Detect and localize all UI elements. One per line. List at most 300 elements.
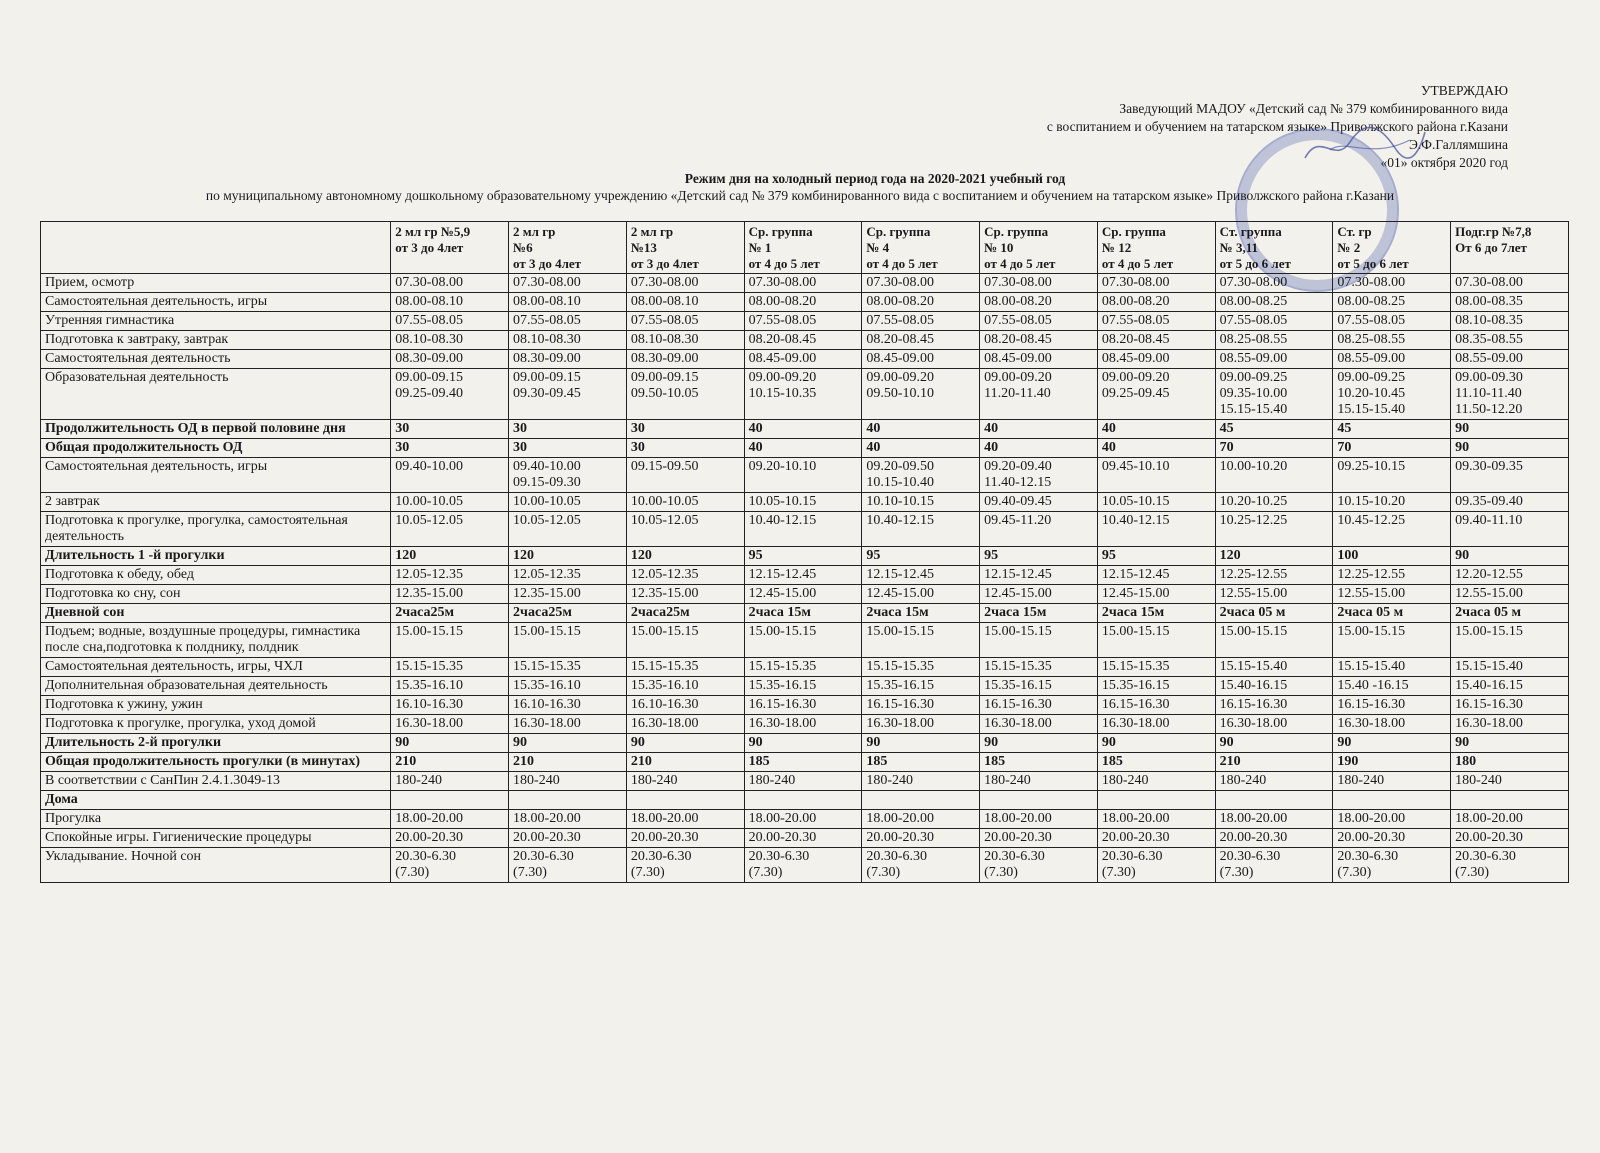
time-cell <box>1451 734 1569 753</box>
group-header-line: № 12 <box>1101 240 1132 255</box>
time-cell <box>744 677 862 696</box>
time-value: 210 <box>630 754 652 769</box>
time-value: 15.35-16.10 <box>630 678 699 693</box>
time-value: 120 <box>513 548 535 563</box>
time-value: 15.00-15.15 <box>1219 624 1288 639</box>
time-cell <box>862 420 980 439</box>
time-cell <box>1097 293 1215 312</box>
time-value: 15.00-15.15 <box>1101 624 1170 639</box>
schedule-body <box>41 274 1569 883</box>
time-cell <box>626 848 744 883</box>
time-value: 15.15-15.35 <box>1101 659 1170 674</box>
time-value: 10.15-10.40 <box>866 475 935 490</box>
time-value: 20.00-20.30 <box>1337 830 1406 845</box>
schedule-row <box>41 623 1569 658</box>
time-cell <box>1097 696 1215 715</box>
group-header-5 <box>862 222 980 274</box>
activity-label: Общая продолжительность ОД <box>41 439 391 458</box>
time-value: 10.40-12.15 <box>866 513 935 528</box>
time-value: 20.30-6.30 <box>630 849 692 864</box>
time-value: 15.35-16.15 <box>748 678 817 693</box>
time-cell <box>1451 753 1569 772</box>
time-value: 08.25-08.55 <box>1219 332 1288 347</box>
time-value: 10.05-12.05 <box>513 513 581 528</box>
time-cell <box>1333 772 1451 791</box>
time-value: 08.20-08.45 <box>748 332 817 347</box>
time-cell <box>1215 604 1333 623</box>
activity-label: Длительность 1 -й прогулки <box>41 547 391 566</box>
time-cell <box>744 623 862 658</box>
time-cell <box>744 331 862 350</box>
time-value: 09.30-09.35 <box>1455 459 1523 474</box>
time-value: 12.15-12.45 <box>748 567 817 582</box>
time-cell <box>1215 312 1333 331</box>
time-value: 40 <box>748 440 763 455</box>
group-header-line: от 4 до 5 лет <box>1101 256 1174 271</box>
time-value: 180-240 <box>1455 773 1502 788</box>
time-cell <box>626 677 744 696</box>
time-value: 20.00-20.30 <box>1455 830 1523 845</box>
activity-label: Подготовка к ужину, ужин <box>41 696 391 715</box>
time-cell <box>744 585 862 604</box>
time-value: 08.10-08.30 <box>395 332 463 347</box>
time-value: 16.15-16.30 <box>1337 697 1406 712</box>
time-value: 10.25-12.25 <box>1219 513 1288 528</box>
time-value: 12.20-12.55 <box>1455 567 1523 582</box>
time-value: 90 <box>1219 735 1234 750</box>
time-value: 07.30-08.00 <box>513 275 581 290</box>
time-value: 120 <box>1219 548 1241 563</box>
time-value: 08.00-08.20 <box>984 294 1052 309</box>
time-value: 15.35-16.15 <box>984 678 1052 693</box>
time-cell <box>980 658 1098 677</box>
approval-line-1: УТВЕРЖДАЮ <box>1420 83 1508 98</box>
time-cell <box>1097 753 1215 772</box>
time-cell <box>1097 829 1215 848</box>
time-cell <box>1451 829 1569 848</box>
time-cell <box>509 715 627 734</box>
time-cell <box>1097 585 1215 604</box>
time-value: 07.30-08.00 <box>866 275 935 290</box>
time-value: 07.30-08.00 <box>984 275 1052 290</box>
time-cell <box>980 420 1098 439</box>
time-value: 08.20-08.45 <box>1101 332 1170 347</box>
time-cell <box>509 547 627 566</box>
time-value: 12.15-12.45 <box>984 567 1052 582</box>
time-value: 185 <box>866 754 888 769</box>
time-cell <box>1097 623 1215 658</box>
time-cell <box>1451 623 1569 658</box>
time-cell <box>509 566 627 585</box>
time-value: 20.00-20.30 <box>513 830 581 845</box>
time-cell <box>862 547 980 566</box>
time-value: 09.00-09.15 <box>395 370 463 385</box>
time-cell <box>626 658 744 677</box>
time-cell <box>1333 331 1451 350</box>
time-cell <box>1097 604 1215 623</box>
time-cell <box>1451 547 1569 566</box>
time-cell <box>862 493 980 512</box>
time-cell <box>862 753 980 772</box>
activity-label: Подготовка ко сну, сон <box>41 585 391 604</box>
time-value: 30 <box>513 421 528 436</box>
time-value: (7.30) <box>984 865 1018 880</box>
time-value: 09.20-09.50 <box>866 459 935 474</box>
time-value: 20.30-6.30 <box>1455 849 1516 864</box>
time-value: 20.00-20.30 <box>1219 830 1288 845</box>
time-value: 70 <box>1337 440 1352 455</box>
time-cell <box>862 604 980 623</box>
time-cell <box>980 512 1098 547</box>
activity-label: Прием, осмотр <box>41 274 391 293</box>
time-cell <box>1097 369 1215 420</box>
time-cell <box>1451 658 1569 677</box>
time-value: 180-240 <box>866 773 914 788</box>
time-cell <box>1451 810 1569 829</box>
time-value: 20.30-6.30 <box>1219 849 1281 864</box>
time-value: 08.20-08.45 <box>984 332 1052 347</box>
group-header-4 <box>744 222 862 274</box>
schedule-row <box>41 439 1569 458</box>
time-value: 07.55-08.05 <box>1337 313 1406 328</box>
time-cell <box>1215 658 1333 677</box>
time-value: 40 <box>984 440 999 455</box>
time-value: 90 <box>1455 548 1470 563</box>
time-cell <box>1097 734 1215 753</box>
time-cell <box>626 512 744 547</box>
time-cell <box>1333 274 1451 293</box>
time-value: 15.15-15.35 <box>395 659 463 674</box>
time-cell <box>1097 715 1215 734</box>
time-value: 16.30-18.00 <box>513 716 581 731</box>
schedule-row <box>41 369 1569 420</box>
time-value: 16.30-18.00 <box>630 716 699 731</box>
time-value: 95 <box>866 548 881 563</box>
time-cell <box>626 566 744 585</box>
time-value: 10.45-12.25 <box>1337 513 1406 528</box>
time-value: 10.00-10.05 <box>513 494 581 509</box>
time-cell <box>626 604 744 623</box>
time-cell <box>980 848 1098 883</box>
time-cell <box>1333 512 1451 547</box>
time-value: 40 <box>984 421 999 436</box>
time-value: 09.00-09.20 <box>748 370 817 385</box>
time-value: 12.15-12.45 <box>866 567 935 582</box>
schedule-table <box>40 221 1569 883</box>
time-value: (7.30) <box>630 865 665 880</box>
time-value: 40 <box>1101 421 1116 436</box>
activity-label: В соответствии с СанПин 2.4.1.3049-13 <box>41 772 391 791</box>
time-cell <box>1451 293 1569 312</box>
time-cell <box>1215 566 1333 585</box>
time-cell <box>1215 829 1333 848</box>
time-value: 180-240 <box>513 773 560 788</box>
time-value: 90 <box>1455 735 1470 750</box>
time-value: 10.20-10.25 <box>1219 494 1288 509</box>
time-cell <box>626 696 744 715</box>
time-cell <box>744 829 862 848</box>
time-cell <box>1097 458 1215 493</box>
time-value: 08.45-09.00 <box>866 351 935 366</box>
time-cell <box>744 312 862 331</box>
time-value: (7.30) <box>748 865 783 880</box>
time-value: 08.30-09.00 <box>395 351 463 366</box>
time-value: 180-240 <box>1219 773 1267 788</box>
time-cell <box>1333 585 1451 604</box>
time-value: 09.20-10.10 <box>748 459 817 474</box>
time-cell <box>1333 420 1451 439</box>
time-value: (7.30) <box>513 865 547 880</box>
time-cell <box>509 312 627 331</box>
time-value: 12.55-15.00 <box>1219 586 1288 601</box>
time-cell <box>1333 810 1451 829</box>
time-value: 08.45-09.00 <box>748 351 817 366</box>
time-value: 180-240 <box>1101 773 1149 788</box>
time-value: 08.00-08.10 <box>513 294 581 309</box>
schedule-row <box>41 566 1569 585</box>
time-value: (7.30) <box>1101 865 1136 880</box>
time-value: 90 <box>984 735 999 750</box>
time-value: 12.15-12.45 <box>1101 567 1170 582</box>
time-cell <box>626 623 744 658</box>
group-header-line: №6 <box>513 240 533 255</box>
approval-line-2: Заведующий МАДОУ «Детский сад № 379 комбинированного вида <box>1119 101 1508 116</box>
time-cell <box>744 512 862 547</box>
time-cell <box>1215 696 1333 715</box>
time-cell <box>626 369 744 420</box>
time-value: 07.30-08.00 <box>1101 275 1170 290</box>
time-cell <box>1215 439 1333 458</box>
time-cell <box>1097 331 1215 350</box>
time-value: 16.10-16.30 <box>513 697 581 712</box>
schedule-row <box>41 604 1569 623</box>
time-value: 08.00-08.10 <box>630 294 699 309</box>
time-cell <box>980 274 1098 293</box>
time-cell <box>1451 350 1569 369</box>
time-value: 07.55-08.05 <box>395 313 463 328</box>
time-value: 09.25-09.40 <box>395 386 463 401</box>
time-cell <box>1333 658 1451 677</box>
time-value: 08.00-08.10 <box>395 294 463 309</box>
time-cell <box>980 696 1098 715</box>
time-value: 20.30-6.30 <box>395 849 456 864</box>
time-value: 09.25-10.15 <box>1337 459 1406 474</box>
time-value: 12.35-15.00 <box>630 586 699 601</box>
group-header-3 <box>626 222 744 274</box>
time-value: 16.30-18.00 <box>1455 716 1523 731</box>
time-value: 18.00-20.00 <box>395 811 463 826</box>
time-value: 90 <box>866 735 881 750</box>
time-cell <box>1097 791 1215 810</box>
time-value: 120 <box>630 548 652 563</box>
time-value: 95 <box>984 548 999 563</box>
group-header-line: от 3 до 4лет <box>630 256 699 271</box>
time-cell <box>862 566 980 585</box>
time-value: 30 <box>630 440 645 455</box>
time-cell <box>862 677 980 696</box>
time-cell <box>980 350 1098 369</box>
time-cell <box>980 753 1098 772</box>
time-cell <box>391 829 509 848</box>
time-value: 12.45-15.00 <box>748 586 817 601</box>
time-value: 16.15-16.30 <box>984 697 1052 712</box>
time-cell <box>744 658 862 677</box>
time-cell <box>744 458 862 493</box>
time-value: 08.00-08.20 <box>748 294 817 309</box>
activity-label: Общая продолжительность прогулки (в минутах) <box>41 753 391 772</box>
time-cell <box>744 715 862 734</box>
time-value: 10.00-10.20 <box>1219 459 1288 474</box>
time-cell <box>626 753 744 772</box>
time-value: 09.00-09.20 <box>1101 370 1170 385</box>
time-cell <box>1451 677 1569 696</box>
approval-line-4: Э.Ф.Галлямшина <box>1409 137 1508 152</box>
time-value: 09.00-09.25 <box>1219 370 1288 385</box>
time-value: 2часа25м <box>513 605 572 620</box>
time-cell <box>1333 829 1451 848</box>
schedule-row <box>41 493 1569 512</box>
time-value: 08.00-08.25 <box>1337 294 1406 309</box>
time-cell <box>1451 439 1569 458</box>
time-cell <box>1097 439 1215 458</box>
time-cell <box>980 312 1098 331</box>
time-value: 10.10-10.15 <box>866 494 935 509</box>
time-value: 15.00-15.15 <box>1455 624 1523 639</box>
time-value: 16.15-16.30 <box>866 697 935 712</box>
time-cell <box>1333 293 1451 312</box>
time-cell <box>1451 512 1569 547</box>
time-cell <box>391 566 509 585</box>
time-value: 15.00-15.15 <box>984 624 1052 639</box>
schedule-row <box>41 658 1569 677</box>
time-value: 2часа 15м <box>748 605 811 620</box>
group-header-line: Ст. гр <box>1337 224 1372 239</box>
group-header-6 <box>980 222 1098 274</box>
time-value: (7.30) <box>1219 865 1254 880</box>
time-cell <box>744 547 862 566</box>
time-cell <box>391 791 509 810</box>
time-value: 185 <box>984 754 1006 769</box>
time-value: 90 <box>395 735 410 750</box>
time-value: 70 <box>1219 440 1234 455</box>
group-header-line: №13 <box>630 240 657 255</box>
time-cell <box>509 585 627 604</box>
time-cell <box>391 810 509 829</box>
time-value: 09.35-10.00 <box>1219 386 1288 401</box>
time-value: (7.30) <box>866 865 901 880</box>
time-value: 08.30-09.00 <box>630 351 699 366</box>
activity-label: Самостоятельная деятельность, игры <box>41 293 391 312</box>
schedule-row <box>41 829 1569 848</box>
time-value: 16.30-18.00 <box>1219 716 1288 731</box>
group-header-line: от 4 до 5 лет <box>866 256 938 271</box>
schedule-row <box>41 331 1569 350</box>
time-cell <box>1097 547 1215 566</box>
schedule-row <box>41 350 1569 369</box>
time-cell <box>1215 293 1333 312</box>
time-cell <box>980 623 1098 658</box>
schedule-row <box>41 585 1569 604</box>
time-value: 2часа25м <box>395 605 455 620</box>
time-cell <box>509 696 627 715</box>
time-value: 07.55-08.05 <box>748 313 817 328</box>
time-cell <box>626 293 744 312</box>
time-cell <box>862 369 980 420</box>
time-cell <box>626 791 744 810</box>
time-cell <box>1215 734 1333 753</box>
time-value: 20.00-20.30 <box>630 830 699 845</box>
time-value: 11.20-11.40 <box>984 386 1051 401</box>
time-value: 15.00-15.15 <box>866 624 935 639</box>
time-value: 08.35-08.55 <box>1455 332 1523 347</box>
activity-label: Самостоятельная деятельность, игры, ЧХЛ <box>41 658 391 677</box>
time-value: 12.25-12.55 <box>1219 567 1288 582</box>
time-value: 10.20-10.45 <box>1337 386 1406 401</box>
time-value: 09.15-09.50 <box>630 459 699 474</box>
time-value: 15.15-15.35 <box>513 659 581 674</box>
schedule-row <box>41 715 1569 734</box>
time-cell <box>1215 274 1333 293</box>
time-value: 07.55-08.05 <box>984 313 1052 328</box>
time-cell <box>1333 566 1451 585</box>
time-value: 20.00-20.30 <box>866 830 935 845</box>
time-cell <box>980 715 1098 734</box>
time-cell <box>744 493 862 512</box>
time-cell <box>391 696 509 715</box>
time-value: 10.15-10.20 <box>1337 494 1406 509</box>
time-cell <box>391 293 509 312</box>
time-value: 20.00-20.30 <box>984 830 1052 845</box>
time-value: 210 <box>1219 754 1241 769</box>
schedule-row <box>41 696 1569 715</box>
time-value: (7.30) <box>395 865 430 880</box>
time-cell <box>391 458 509 493</box>
group-header-line: От 6 до 7лет <box>1455 240 1527 255</box>
time-cell <box>1451 604 1569 623</box>
time-value: 15.35-16.10 <box>395 678 463 693</box>
time-value: 07.30-08.00 <box>1455 275 1523 290</box>
time-cell <box>626 585 744 604</box>
time-value: 190 <box>1337 754 1359 769</box>
time-value: 09.45-10.10 <box>1101 459 1170 474</box>
group-header-line: № 4 <box>866 240 890 255</box>
time-value: 15.00-15.15 <box>630 624 699 639</box>
time-value: 08.45-09.00 <box>984 351 1052 366</box>
time-value: 08.00-08.35 <box>1455 294 1523 309</box>
time-value: 15.00-15.15 <box>748 624 817 639</box>
time-cell <box>1097 848 1215 883</box>
time-cell <box>1333 312 1451 331</box>
time-cell <box>980 331 1098 350</box>
time-value: 95 <box>1101 548 1116 563</box>
approval-line-5: «01» октября 2020 год <box>1380 155 1508 170</box>
activity-label: Дома <box>41 791 391 810</box>
time-value: 10.00-10.05 <box>630 494 699 509</box>
time-cell <box>862 772 980 791</box>
time-cell <box>744 274 862 293</box>
time-cell <box>626 734 744 753</box>
time-value: 10.40-12.15 <box>1101 513 1170 528</box>
time-value: 07.55-08.05 <box>1101 313 1170 328</box>
time-value: 12.25-12.55 <box>1337 567 1406 582</box>
group-header-9 <box>1333 222 1451 274</box>
time-value: 20.30-6.30 <box>984 849 1045 864</box>
time-value: 15.40 -16.15 <box>1337 678 1409 693</box>
time-value: 2часа 05 м <box>1337 605 1404 620</box>
time-cell <box>1097 658 1215 677</box>
time-value: 08.55-09.00 <box>1455 351 1523 366</box>
time-cell <box>391 420 509 439</box>
